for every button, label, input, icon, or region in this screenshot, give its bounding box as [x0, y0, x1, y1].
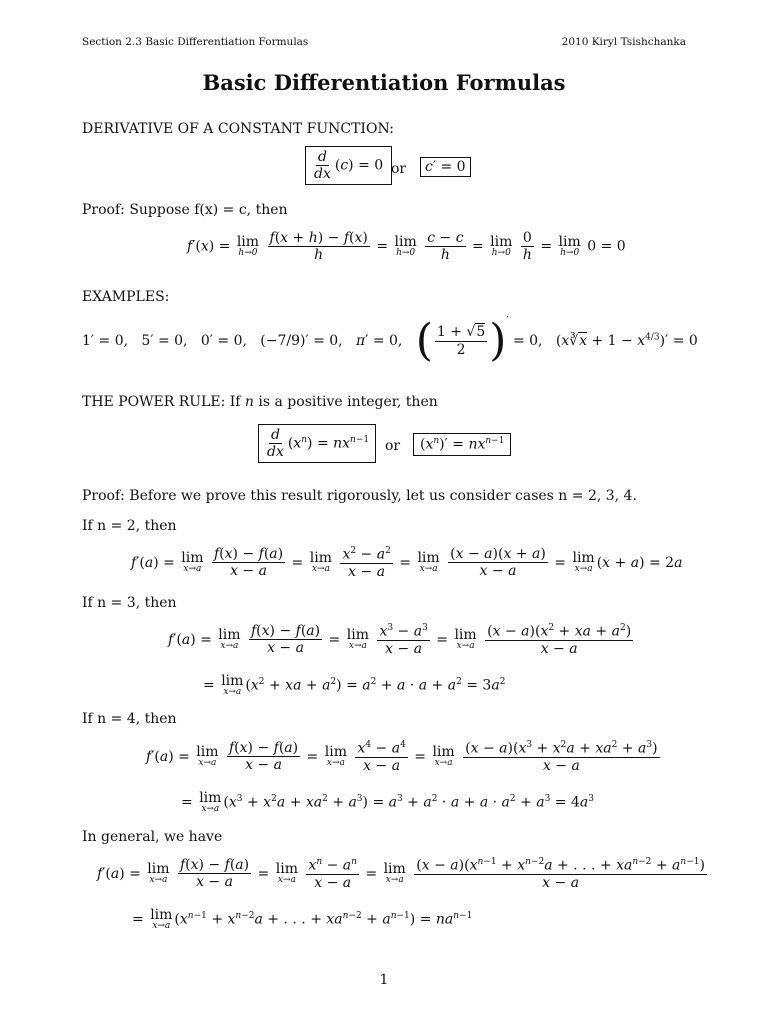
- page-title: Basic Differentiation Formulas: [202, 70, 566, 95]
- constant-or: or: [391, 161, 407, 177]
- case-n4-label: If n = 4, then: [82, 711, 177, 727]
- constant-proof-equation: f′(x) = lim h→0 $\frac{f(x + h) - f(x)}{h}$ = lim h→0 $\frac{c - c}{h}$ = lim h→0 $\frac{0}{h}$ = lim h→0 0 = 0: [187, 230, 626, 264]
- running-header-left: Section 2.3 Basic Differentiation Formulas: [82, 36, 309, 48]
- power-proof-intro: Proof: Before we prove this result rigorously, let us consider cases n = 2, 3, 4.: [82, 488, 637, 504]
- case-n3-label: If n = 3, then: [82, 595, 177, 611]
- case-n4-equation-line1: f′(a) = lim x→a $\frac{f(x) - f(a)}{x - a}$ = lim x→a $\frac{x^4 - a^4}{x - a}$ = lim x→a $\frac{(x - a)(x^3 + x^2a + xa^2 + a^3)}{x - a}$: [146, 740, 658, 774]
- general-label: In general, we have: [82, 829, 223, 845]
- power-formula-prime: $(x^n)' = nx^{n-1}$: [413, 433, 511, 456]
- constant-heading: DERIVATIVE OF A CONSTANT FUNCTION:: [82, 121, 394, 137]
- constant-proof-intro: Proof: Suppose f(x) = c, then: [82, 202, 288, 218]
- case-n2-label: If n = 2, then: [82, 518, 177, 534]
- general-equation-line1: f′(a) = lim x→a $\frac{f(x) - f(a)}{x - a}$ = lim x→a $\frac{x^n - a^n}{x - a}$ = lim x→a $\frac{(x - a)(x^{n-1} + x^{n-2}a + . . . + xa^{n-2} + a^{n-1})}{x - a}$: [97, 857, 705, 891]
- case-n3-equation-line2: = lim x→a ($x^2$ + xa + $a^2) = a^2 + a \cdot a + a^2 = 3a^2$: [203, 673, 506, 697]
- case-n3-equation-line1: f′(a) = lim x→a $\frac{f(x) - f(a)}{x - a}$ = lim x→a $\frac{x^3 - a^3}{x - a}$ = lim x→a $\frac{(x - a)(x^2 + xa + a^2)}{x - a}$: [168, 623, 632, 657]
- running-header-right: 2010 Kiryl Tsishchanka: [561, 36, 686, 48]
- case-n2-equation: f′(a) = lim x→a $\frac{f(x) - f(a)}{x - a}$ = lim x→a $\frac{x^2 - a^2}{x - a}$ = lim x→a $\frac{(x - a)(x + a)}{x - a}$ = lim x→a (x + a) = 2a: [131, 546, 683, 580]
- case-n4-equation-line2: = lim x→a $(x^3 + x^2a + xa^2 + a^3) = a^3 + a^2 \cdot a + a \cdot a^2 + a^3 = 4a^3$: [181, 790, 594, 814]
- power-rule-heading: THE POWER RULE: If n is a positive integer, then: [82, 394, 438, 410]
- examples-equation: 1′ = 0, 5′ = 0, 0′ = 0, (−7/9)′ = 0, π′ = 0, ( $\frac{1 + √5}{2}$ )′ = 0, (x∛x + $1 - x^{4/3})' = 0$: [82, 315, 698, 366]
- constant-formula-leibniz: $\frac{d}{dx}$ (c) = 0: [305, 146, 392, 185]
- page-number: 1: [379, 972, 389, 988]
- power-formula-leibniz: $\frac{d}{dx}$ $(x^n) = nx^{n-1}$: [258, 424, 376, 463]
- examples-heading: EXAMPLES:: [82, 289, 170, 305]
- general-equation-line2: = lim x→a ($x^{n-1} + x^{n-2}a$ + . . . + $xa^{n-2} + a^{n-1}) = na^{n-1}$: [132, 907, 473, 931]
- power-or: or: [385, 438, 401, 454]
- constant-formula-prime: c′ = 0: [420, 157, 471, 177]
